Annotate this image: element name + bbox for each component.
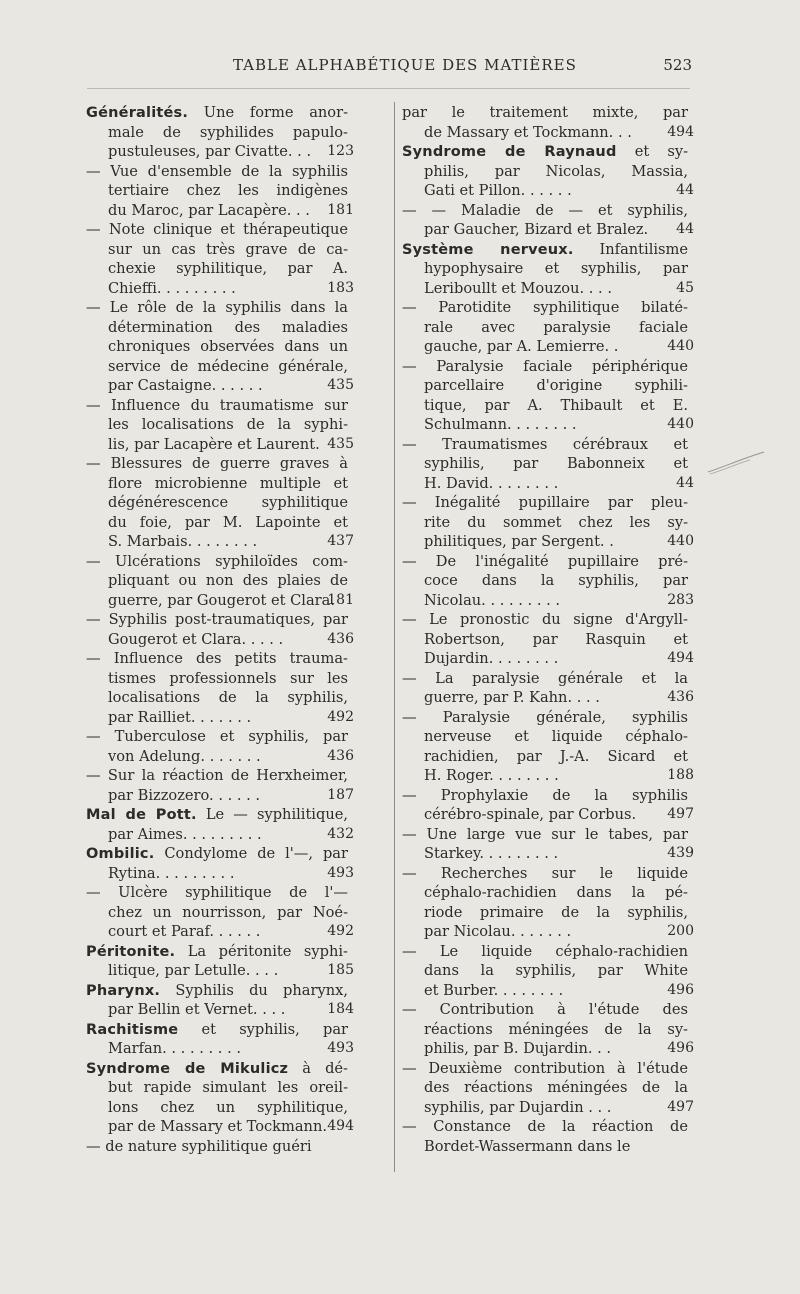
page-reference: 493 — [327, 1040, 354, 1056]
page-reference: 492 — [327, 923, 354, 939]
index-entry — [86, 610, 354, 649]
page-reference: 440 — [667, 416, 694, 432]
page-number: 523 — [663, 56, 692, 74]
page-reference: 185 — [327, 962, 354, 978]
page-reference: 436 — [327, 630, 354, 647]
entry-line: du foie, par M. Lapointe et — [108, 513, 348, 531]
entry-line: male de syphilides papulo- — [108, 123, 348, 141]
entry-line: riode primaire de la syphilis, — [424, 903, 688, 921]
index-entry — [86, 552, 354, 611]
entry-line: court et Paraf. . . . . . 492 — [108, 923, 354, 940]
entry-line: par de Massary et Tockmann. 494 — [108, 1118, 354, 1135]
entry-line: localisations de la syphilis, — [108, 689, 348, 706]
page-reference: 436 — [667, 689, 694, 705]
index-entry — [402, 610, 694, 669]
page-reference: 183 — [327, 279, 354, 296]
entry-line: — Constance de la réaction de — [402, 1118, 688, 1135]
index-entry — [86, 220, 354, 298]
entry-heading: Ombilic. — [86, 846, 155, 862]
page-reference: 283 — [667, 591, 694, 608]
entry-line: par Castaigne. . . . . . 435 — [108, 377, 354, 394]
index-entry — [402, 142, 694, 201]
entry-heading: Mal de Pott. — [86, 807, 197, 823]
page-reference: 44 — [676, 474, 694, 491]
page-reference: 181 — [327, 201, 354, 218]
index-entry — [402, 786, 694, 825]
entry-line: chroniques observées dans un — [108, 338, 348, 355]
entry-line: — Prophylaxie de la syphilis — [402, 786, 688, 804]
entry-line: par Bellin et Vernet. . . . 184 — [108, 1001, 354, 1018]
entry-line: Bordet-Wassermann dans le — [424, 1137, 631, 1155]
entry-line: — Le pronostic du signe d'Argyll- — [402, 611, 688, 628]
entry-line: Système nerveux. Infantilisme — [402, 240, 688, 258]
entry-line: rite du sommet chez les sy- — [424, 513, 688, 531]
page-reference: 432 — [327, 825, 354, 842]
entry-line: — Note clinique et thérapeutique — [86, 221, 348, 238]
page-reference: 188 — [667, 767, 694, 783]
entry-line: but rapide simulant les oreil- — [108, 1079, 348, 1096]
entry-line: lis, par Lacapère et Laurent. 435 — [108, 435, 354, 453]
entry-line: pliquant ou non des plaies de — [108, 572, 348, 589]
entry-line: chexie syphilitique, par A. — [108, 260, 348, 277]
entry-line: — Parotidite syphilitique bilaté- — [402, 299, 688, 316]
entry-line: — Le rôle de la syphilis dans la — [86, 299, 348, 316]
index-entry — [402, 1000, 694, 1059]
entry-line: — Ulcère syphilitique de l'— — [86, 884, 348, 901]
entry-line: tique, par A. Thibault et E. — [424, 396, 688, 414]
entry-line: par le traitement mixte, par — [402, 104, 688, 121]
entry-line: réactions méningées de la sy- — [424, 1020, 688, 1038]
page-reference: 494 — [667, 123, 694, 140]
index-entry — [402, 552, 694, 611]
entry-line: Gougerot et Clara. . . . . 436 — [108, 630, 354, 648]
index-entry — [86, 883, 354, 942]
index-entry — [402, 201, 694, 240]
page-reference: 493 — [327, 864, 354, 881]
page-reference: 494 — [667, 650, 694, 666]
index-entry — [402, 493, 694, 552]
entry-line: Généralités. Une forme anor- — [86, 104, 348, 121]
entry-line: philitiques, par Sergent. . 440 — [424, 533, 694, 550]
entry-line: des réactions méningées de la — [424, 1079, 688, 1096]
page-reference: 492 — [327, 708, 354, 725]
entry-heading: Pharynx. — [86, 982, 161, 999]
entry-line: Syndrome de Raynaud et sy- — [402, 143, 688, 160]
entry-line: rachidien, par J.-A. Sicard et — [424, 747, 688, 765]
entry-line: dégénérescence syphilitique — [108, 494, 348, 511]
entry-line: par Railliet. . . . . . . 492 — [108, 708, 354, 726]
entry-line: Gati et Pillon. . . . . . 44 — [424, 182, 694, 199]
entry-line: — Paralysie faciale périphérique — [402, 357, 688, 375]
index-entry — [402, 103, 694, 142]
entry-line: H. Roger. . . . . . . . 188 — [424, 767, 694, 784]
entry-line: chez un nourrisson, par Noé- — [108, 903, 348, 921]
entry-line: — Inégalité pupillaire par pleu- — [402, 494, 688, 511]
index-entry — [86, 298, 354, 396]
index-entry — [86, 103, 354, 162]
page-reference: 436 — [327, 747, 354, 764]
entry-line: — Sur la réaction de Herxheimer, — [86, 767, 348, 784]
entry-line: — Le liquide céphalo-rachidien — [402, 942, 688, 960]
index-entry — [402, 435, 694, 494]
index-entry — [402, 669, 694, 708]
entry-line: — Vue d'ensemble de la syphilis — [86, 162, 348, 180]
page-reference: 496 — [667, 981, 694, 998]
entry-line: sur un cas très grave de ca- — [108, 240, 348, 258]
entry-line: tertiaire chez les indigènes — [108, 182, 348, 199]
entry-line: par Aimes. . . . . . . . . 432 — [108, 825, 354, 843]
index-entry — [402, 298, 694, 357]
entry-line: les localisations de la syphi- — [108, 416, 348, 433]
page-reference: 435 — [327, 377, 354, 393]
entry-line: Pharynx. Syphilis du pharynx, — [86, 981, 348, 999]
entry-line: syphilis, par Dujardin . . . 497 — [424, 1098, 694, 1116]
entry-heading: Syndrome de Raynaud — [402, 144, 617, 160]
index-entry — [402, 240, 694, 299]
header-rule — [87, 88, 690, 89]
margin-pencil-mark — [706, 450, 766, 490]
page-reference: 187 — [327, 786, 354, 803]
page-reference: 45 — [676, 279, 694, 296]
entry-line: hypophysaire et syphilis, par — [424, 260, 688, 277]
entry-line: — La paralysie générale et la — [402, 669, 688, 687]
entry-line: S. Marbais. . . . . . . . 437 — [108, 533, 354, 550]
entry-line: par Bizzozero. . . . . . 187 — [108, 786, 354, 804]
entry-line: par Gaucher, Bizard et Bralez. 44 — [424, 221, 694, 238]
entry-line: céphalo-rachidien dans la pé- — [424, 884, 688, 901]
page-reference: 200 — [667, 923, 694, 939]
entry-line: dans la syphilis, par White — [424, 962, 688, 979]
index-entry — [86, 942, 354, 981]
entry-heading: Rachitisme — [86, 1021, 179, 1038]
index-entry — [86, 454, 354, 552]
running-title: TABLE ALPHABÉTIQUE DES MATIÈRES — [233, 56, 577, 74]
entry-line: détermination des maladies — [108, 318, 348, 336]
entry-line: — Traumatismes cérébraux et — [402, 435, 688, 453]
index-entry — [86, 727, 354, 766]
entry-line: Mal de Pott. Le — syphilitique, — [86, 806, 348, 823]
entry-line: Chieffi. . . . . . . . . 183 — [108, 279, 354, 297]
entry-heading: Généralités. — [86, 105, 189, 121]
index-entry — [86, 1137, 348, 1157]
entry-line: Robertson, par Rasquin et — [424, 630, 688, 648]
entry-line: — De l'inégalité pupillaire pré- — [402, 552, 688, 570]
entry-line: Schulmann. . . . . . . . 440 — [424, 416, 694, 433]
entry-line: Rytina. . . . . . . . . 493 — [108, 864, 354, 882]
index-entry — [402, 1059, 694, 1118]
left-column — [86, 103, 354, 1156]
entry-line: philis, par Nicolas, Massia, — [424, 162, 688, 180]
entry-line: Leriboullt et Mouzou. . . . 45 — [424, 279, 694, 297]
entry-line: tismes professionnels sur les — [108, 669, 348, 687]
entry-line: service de médecine générale, — [108, 357, 348, 375]
index-entry — [86, 162, 354, 221]
page-reference: 440 — [667, 338, 694, 354]
entry-line: — Ulcérations syphiloïdes com- — [86, 552, 348, 570]
entry-line: coce dans la syphilis, par — [424, 572, 688, 589]
index-entry — [86, 1020, 354, 1059]
entry-line: flore microbienne multiple et — [108, 474, 348, 492]
entry-line: rale avec paralysie faciale — [424, 318, 688, 336]
entry-line: guerre, par Gougerot et Clara. 181 — [108, 591, 354, 609]
entry-heading: Système nerveux. — [402, 241, 574, 258]
entry-line: Ombilic. Condylome de l'—, par — [86, 845, 348, 862]
column-divider — [394, 102, 395, 1172]
page-reference: 440 — [667, 533, 694, 549]
entry-line: — de nature syphilitique guéri — [86, 1137, 312, 1155]
index-entry — [402, 1117, 688, 1156]
entry-line: de Massary et Tockmann. . . 494 — [424, 123, 694, 141]
entry-line: guerre, par P. Kahn. . . . 436 — [424, 689, 694, 706]
page-reference: 497 — [667, 806, 694, 822]
entry-line: et Burber. . . . . . . . 496 — [424, 981, 694, 999]
index-entry — [86, 649, 354, 727]
entry-line: — Syphilis post-traumatiques, par — [86, 611, 348, 628]
index-entry — [86, 844, 354, 883]
entry-line: — Une large vue sur le tabes, par — [402, 825, 688, 843]
page-reference: 184 — [327, 1001, 354, 1017]
entry-line: — Deuxième contribution à l'étude — [402, 1059, 688, 1077]
entry-line: H. David. . . . . . . . 44 — [424, 474, 694, 492]
page-reference: 494 — [327, 1118, 354, 1134]
entry-line: litique, par Letulle. . . . 185 — [108, 962, 354, 979]
entry-line: pustuleuses, par Civatte. . . 123 — [108, 143, 354, 160]
index-entry — [402, 942, 694, 1001]
entry-line: — Blessures de guerre graves à — [86, 455, 348, 472]
page-reference: 44 — [676, 221, 694, 237]
entry-line: syphilis, par Babonneix et — [424, 455, 688, 472]
entry-line: Marfan. . . . . . . . . 493 — [108, 1040, 354, 1057]
entry-line: — Tuberculose et syphilis, par — [86, 728, 348, 745]
right-column — [402, 103, 694, 1156]
index-entry — [402, 864, 694, 942]
entry-line: — Contribution à l'étude des — [402, 1001, 688, 1018]
entry-line: von Adelung. . . . . . . 436 — [108, 747, 354, 765]
entry-line: — Influence des petits trauma- — [86, 650, 348, 667]
index-entry — [86, 981, 354, 1020]
page-reference: 497 — [667, 1098, 694, 1115]
entry-line: — Paralysie générale, syphilis — [402, 708, 688, 726]
entry-line: — Influence du traumatisme sur — [86, 396, 348, 414]
page-reference: 181 — [327, 591, 354, 608]
entry-line: nerveuse et liquide céphalo- — [424, 728, 688, 745]
entry-line: cérébro-spinale, par Corbus. 497 — [424, 806, 694, 823]
page-reference: 439 — [667, 845, 694, 861]
entry-line: Starkey. . . . . . . . . 439 — [424, 845, 694, 862]
index-entry — [402, 357, 694, 435]
page-reference: 44 — [676, 182, 694, 198]
entry-line: gauche, par A. Lemierre. . 440 — [424, 338, 694, 355]
entry-line: — — Maladie de — et syphilis, — [402, 201, 688, 219]
index-entry — [86, 766, 354, 805]
index-entry — [86, 396, 354, 455]
entry-line: Dujardin. . . . . . . . 494 — [424, 650, 694, 667]
index-entry — [86, 1059, 354, 1137]
entry-line: Nicolau. . . . . . . . . 283 — [424, 591, 694, 609]
page-reference: 435 — [327, 435, 354, 452]
page-reference: 437 — [327, 533, 354, 549]
entry-line: Péritonite. La péritonite syphi- — [86, 942, 348, 960]
running-header — [0, 56, 800, 80]
entry-heading: Péritonite. — [86, 943, 176, 960]
entry-line: philis, par B. Dujardin. . . 496 — [424, 1040, 694, 1057]
entry-line: Syndrome de Mikulicz à dé- — [86, 1059, 348, 1077]
entry-line: du Maroc, par Lacapère. . . 181 — [108, 201, 354, 219]
entry-line: lons chez un syphilitique, — [108, 1098, 348, 1116]
index-entry — [402, 708, 694, 786]
entry-line: par Nicolau. . . . . . . 200 — [424, 923, 694, 940]
page-reference: 496 — [667, 1040, 694, 1056]
entry-line: — Recherches sur le liquide — [402, 864, 688, 882]
index-entry — [402, 825, 694, 864]
entry-heading: Syndrome de Mikulicz — [86, 1060, 289, 1077]
index-entry — [86, 805, 354, 844]
entry-line: Rachitisme et syphilis, par — [86, 1020, 348, 1038]
page-reference: 123 — [327, 143, 354, 159]
entry-line: parcellaire d'origine syphili- — [424, 377, 688, 394]
